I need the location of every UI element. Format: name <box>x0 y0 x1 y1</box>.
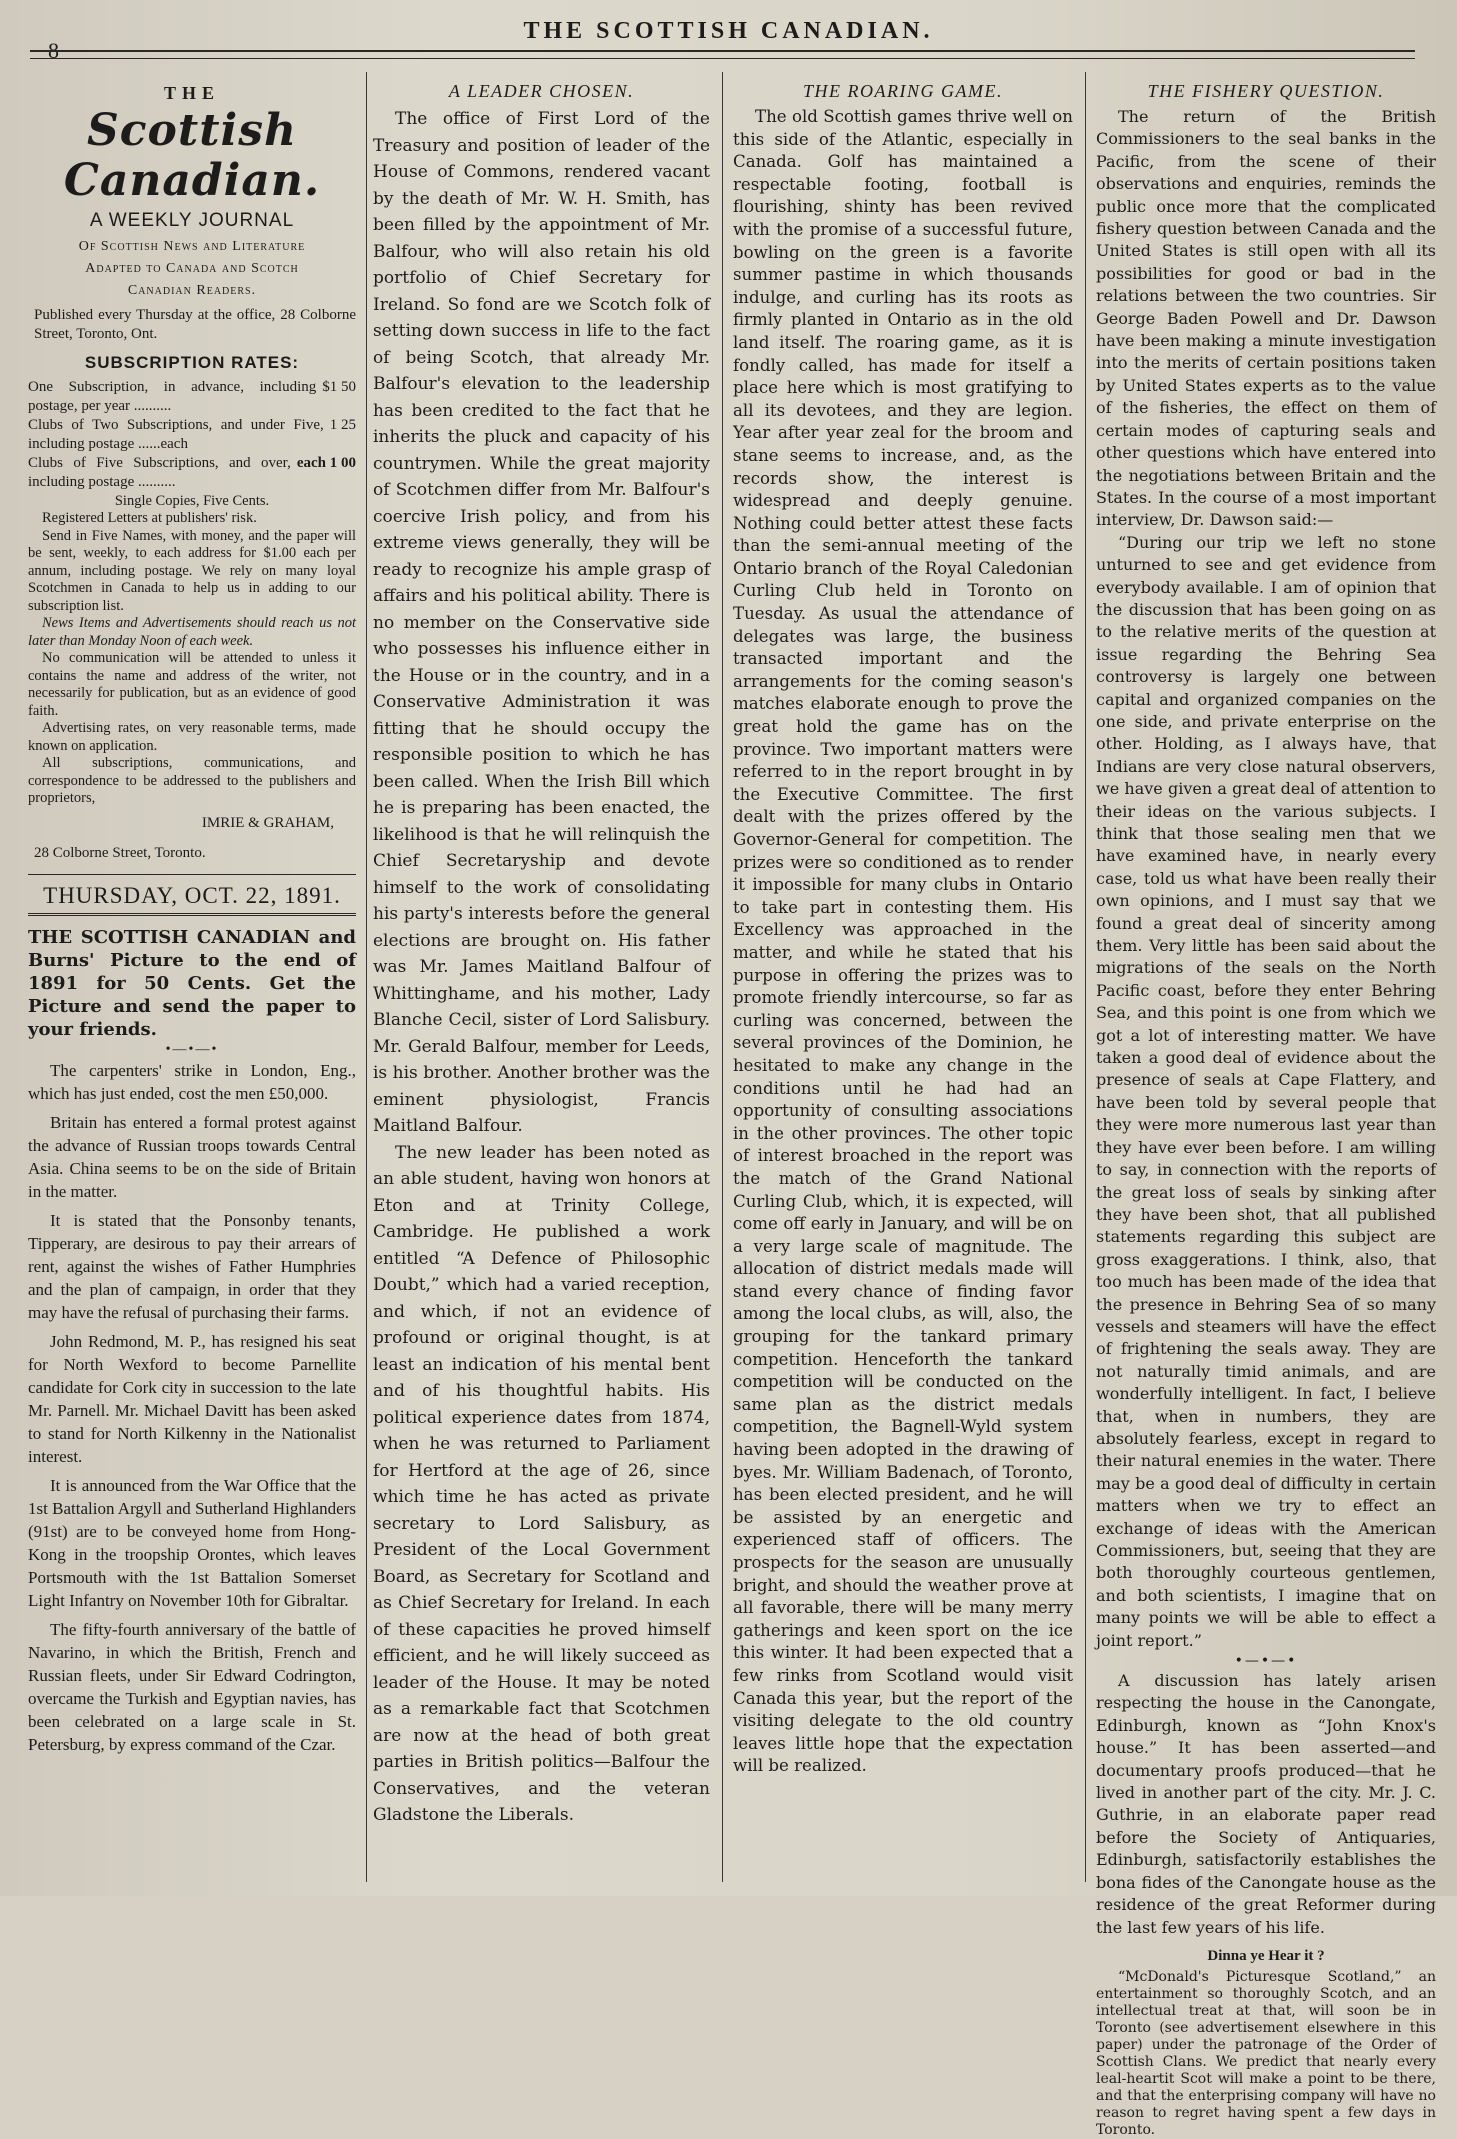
rates-notes <box>28 510 356 808</box>
rate-row <box>28 378 356 416</box>
rate-row <box>28 416 356 454</box>
rate-label: Clubs of Two Subscriptions, and under Five, including postage ......each <box>28 417 324 452</box>
divider <box>28 874 356 875</box>
promo-notice: THE SCOTTISH CANADIAN and Burns' Picture to the end of 1891 for 50 Cents. Get the Picture and send the paper to your friends. <box>28 926 356 1040</box>
notice-text: “McDonald's Picturesque Scotland,” an entertainment so thoroughly Scotch, and an intellectual treat at that, will soon be in Toronto (see advertisement elsewhere in this paper) under the patronage of the Order of Scottish Clans. We predict that nearly every leal-heartit Scot will make a point to be there, and that the enterprising company will have no reason to regret having spent a few days in Toronto. <box>1096 1969 1436 2139</box>
masthead-line: Adapted to Canada and Scotch <box>85 261 299 276</box>
issue-date: THURSDAY, OCT. 22, 1891. <box>43 882 341 908</box>
article-paragraph: The old Scottish games thrive well on this side of the Atlantic, especially in Canada. Golf has maintained a respectable footing, football is flourishing, shinty has been revived with the promise of a successful future, bowling on the green is a favorite summer pastime in which thousands indulge, and curling has its roots as firmly planted in Ontario as in the old land itself. The roaring game, as it is fondly called, has made for itself a place here which is most gratifying to all its devotees, and they are legion. Year after year zeal for the broom and stane seems to increase, and, as the records show, the interest is widespread and deeply genuine. Nothing could better attest these facts than the semi-annual meeting of the Ontario branch of the Royal Caledonian Curling Club held in Toronto on Tuesday. As usual the attendance of delegates was large, the business transacted important and the arrangements for the coming season's matches elaborate enough to prove the great hold the game has on the province. Two important matters were referred to in the report brought in by the Executive Committee. The first dealt with the prizes offered by the Governor-General for competition. The prizes were so conditioned as to render it impossible for many clubs in Ontario to take part in contesting them. His Excellency was approached in the matter, and while he stated that his purpose in offering the prizes was to promote friendly intercourse, so far as curling was concerned, between the several provinces of the Dominion, he hesitated to make any change in the conditions until he had had an opportunity of consulting associations in the other provinces. The other topic of interest broached in the report was the match of the Grand National Curling Club, which, it is expected, will come off early in January, and will be on a very large scale of magnitude. The allocation of district medals made will stand every chance of finding favor among the local clubs, as will, also, the grouping for the tankard primary competition. Henceforth the tankard competition will be conducted on the same plan as the district medals competition, the Bagnell-Wyld system having been adopted in the drawing of byes. Mr. William Badenach, of Toronto, has been elected president, and he will be assisted by an energetic and experienced staff of officers. The prospects for the season are unusually bright, and should the weather prove at all favorable, there will be many merry gatherings and keen sport on the ice this winter. It had been expected that a few rinks from Scotland would visit Canada this year, but the report of the visiting delegate to the old country leaves little hope that the expectation will be realized. <box>733 107 1073 1776</box>
separator: •—•—• <box>165 1041 219 1057</box>
article-paragraph: The new leader has been noted as an able student, having won honors at Eton and at Trinity College, Cambridge. He published a work entitled “A Defence of Philosophic Doubt,” which had a varied reception, and which, if not an evidence of profound or original thought, is at least an indication of his mental bent and of his thoughtful habits. His political experience dates from 1874, when he was returned to Parliament for Hertford at the age of 26, since which time he has acted as private secretary to Lord Salisbury, as President of the Local Government Board, as Secretary for Scotland and as Chief Secretary for Ireland. In each of these capacities he proved himself efficient, and he will likely succeed as leader of the House. It may be noted as a remarkable fact that Scotchmen are now at the head of both great parties in British politics—Balfour the Conservatives, and the veteran Gladstone the Liberals. <box>373 1142 710 1825</box>
column-rule <box>1085 72 1086 1882</box>
rate-label: One Subscription, in advance, including postage, per year .......... <box>28 379 317 414</box>
note: Registered Letters at publishers' risk. <box>42 510 257 526</box>
publication-info: Published every Thursday at the office, 28 Colborne Street, Toronto, Ont. <box>34 307 356 342</box>
article-paragraph: A discussion has lately arisen respecting the house in the Canongate, Edinburgh, known as “John Knox's house.” It has been asserted—and documentary proofs produced—that he lived in another part of the city. Mr. J. C. Guthrie, in an elaborate paper read before the Society of Antiquaries, Edinburgh, satisfactorily establishes the bona fides of the Canongate house as the residence of the great Reformer during the last few years of his life. <box>1096 1671 1436 1937</box>
masthead-title: Scottish Canadian. <box>63 105 321 206</box>
note: News Items and Advertisements should reach us not later than Monday Noon of each week. <box>28 615 356 649</box>
separator: •—•—• <box>1234 1653 1298 1670</box>
article-paragraph: The return of the British Commissioners to the seal banks in the Pacific, from the scene of their observations and enquiries, reminds the public once more that the complicated fishery question between Canada and the United States is still open with all its possibilities for good or bad in the relations between the two countries. Sir George Baden Powell and Dr. Dawson have been making a minute investigation into the merits of certain positions taken by United States experts as to the value of the fisheries, the effect on them of certain modes of capturing seals and other questions which have entered into the negotiations between Britain and the States. In the course of a most important interview, Dr. Dawson said:— <box>1096 107 1436 530</box>
rate-label: Clubs of Five Subscriptions, and over, including postage .......... <box>28 455 291 490</box>
proprietors: IMRIE & GRAHAM, <box>201 814 334 831</box>
article-title: A LEADER CHOSEN. <box>448 81 635 101</box>
article-title: THE ROARING GAME. <box>803 81 1003 101</box>
article-paragraph: The office of First Lord of the Treasury and position of leader of the House of Commons, rendered vacant by the death of Mr. W. H. Smith, has been filled by the appointment of Mr. Balfour, who will also retain his old portfolio of Chief Secretary for Ireland. So fond are we Scotch folk of setting down success in life to the fact of being Scotch, that already Mr. Balfour's elevation to the leadership has been credited to the fact that he inherits the pluck and capacity of his countrymen. While the great majority of Scotchmen differ from Mr. Balfour's coercive Irish policy, and from his extreme views generally, they will be ready to recognize his ample grasp of affairs and his political ability. There is no member on the Conservative side who possesses his influence either in the House or in the country, and in a Conservative Administration it was fitting that he should occupy the responsible position to which he has been called. When the Irish Bill which he is preparing has been enacted, the likelihood is that he will relinquish the Chief Secretaryship and devote himself to the work of consolidating his party's interests before the general elections are brought on. His father was Mr. James Maitland Balfour of Whittinghame, and his mother, Lady Blanche Cecil, sister of Lord Salisbury. Mr. Gerald Balfour, member for Leeds, is his brother. Another brother was the eminent physiologist, Francis Maitland Balfour. <box>373 109 710 1136</box>
note: All subscriptions, communications, and correspondence to be addressed to the publishers and proprietors, <box>28 755 356 806</box>
column-rule <box>722 72 723 1882</box>
rate-value: $1 50 <box>322 379 356 395</box>
address: 28 Colborne Street, Toronto. <box>34 844 206 861</box>
masthead-line: Canadian Readers. <box>127 283 257 298</box>
news-item: The fifty-fourth anniversary of the battle of Navarino, in which the British, French and Russian fleets, under Sir Edward Codrington, overcame the Turkish and Egyptian navies, has been celebrated on a large scale in St. Petersburg, by express command of the Czar. <box>28 1619 356 1754</box>
notice-title: Dinna ye Hear it ? <box>1207 1947 1325 1964</box>
column-roaring-game <box>727 78 1079 1878</box>
rate-row <box>28 454 356 492</box>
divider-double <box>28 913 356 916</box>
note: No communication will be attended to unless it contains the name and address of the writer, not necessarily for publication, but as an evidence of good faith. <box>28 650 356 719</box>
masthead-the: THE <box>163 83 220 103</box>
note: Send in Five Names, with money, and the paper will be sent, weekly, to each address for $1.00 each per annum, including postage. We rely on many loyal Scotchmen in Canada to help us in adding to our subscription list. <box>28 527 356 614</box>
note: Advertising rates, on very reasonable terms, made known on application. <box>28 720 356 754</box>
running-head: THE SCOTTISH CANADIAN. <box>523 18 934 44</box>
rate-value: each 1 00 <box>296 455 356 471</box>
masthead-line: Of Scottish News and Literature <box>78 239 306 254</box>
article-paragraph: “During our trip we left no stone unturned to see and get evidence from everybody available. I am of opinion that the discussion that has been going on as to the relative merits of the question at issue regarding the Behring Sea controversy is largely one between capital and organized companies on the one side, and private enterprise on the other. Holding, as I always have, that Indians are very close natural observers, we have given a great deal of attention to their ideas on the various subjects. I think that those sealing men that we have examined have, in nearly every case, told us what have been really their own opinions, and I must say that we found a great deal of sincerity among them. Very little has been said about the migrations of the seals on the North Pacific coast, before they enter Behring Sea, and this point is one from which we got a lot of interesting matter. We have taken a good deal of evidence about the presence of seals at Cape Flattery, and have been told by several people that they were more numerous last year than they have ever been before. I am willing to say, in connection with the reports of the great loss of seals by sinking after they have been shot, that all published statements regarding this subject are gross exaggerations. I think, also, that too much has been made of the idea that the presence in Behring Sea of so many vessels and steamers will have the effect of frightening the seals away. They are not naturally timid animals, and are wonderfully intelligent. In fact, I believe that, when in numbers, they are absolutely fearless, except in regard to their natural enemies in the water. There may be a good deal of difficulty in certain matters when we try to effect an exchange of ideas with the American Commissioners, but, seeing that they are both thoroughly courteous gentlemen, and both scientists, I imagine that on many points we will be able to effect a joint report.” <box>1096 532 1436 1650</box>
news-item: Britain has entered a formal protest against the advance of Russian troops towards Central Asia. China seems to be on the side of Britain in the matter. <box>28 1112 356 1201</box>
top-rule <box>30 50 1415 52</box>
masthead-subtitle: A WEEKLY JOURNAL <box>89 210 295 231</box>
news-item: It is announced from the War Office that the 1st Battalion Argyll and Sutherland Highlanders (91st) are to be conveyed home from Hong-Kong in the troopship Orontes, which leaves Portsmouth with the 1st Battalion Somerset Light Infantry on November 10th for Gibraltar. <box>28 1475 356 1610</box>
column-masthead <box>28 78 362 1878</box>
article-title: THE FISHERY QUESTION. <box>1147 81 1385 101</box>
news-item: It is stated that the Ponsonby tenants, Tipperary, are desirous to pay their arrears of rent, against the wishes of Father Humphries and the plan of campaign, in order that they may have the refusal of purchasing their farms. <box>28 1210 356 1322</box>
news-item: The carpenters' strike in London, Eng., which has just ended, cost the men £50,000. <box>28 1060 356 1103</box>
rates-title: SUBSCRIPTION RATES: <box>84 353 300 372</box>
top-rule-thin <box>30 58 1415 59</box>
news-item: John Redmond, M. P., has resigned his seat for North Wexford to become Parnellite candidate for Cork city in succession to the late Mr. Parnell. Mr. Michael Davitt has been asked to stand for North Kilkenny in the Nationalist interest. <box>28 1331 356 1466</box>
column-leader <box>367 78 716 1878</box>
single-copies: Single Copies, Five Cents. <box>114 493 270 509</box>
page-number: 8 <box>48 38 59 63</box>
column-fishery <box>1090 78 1442 2139</box>
rate-value: 1 25 <box>329 417 356 433</box>
